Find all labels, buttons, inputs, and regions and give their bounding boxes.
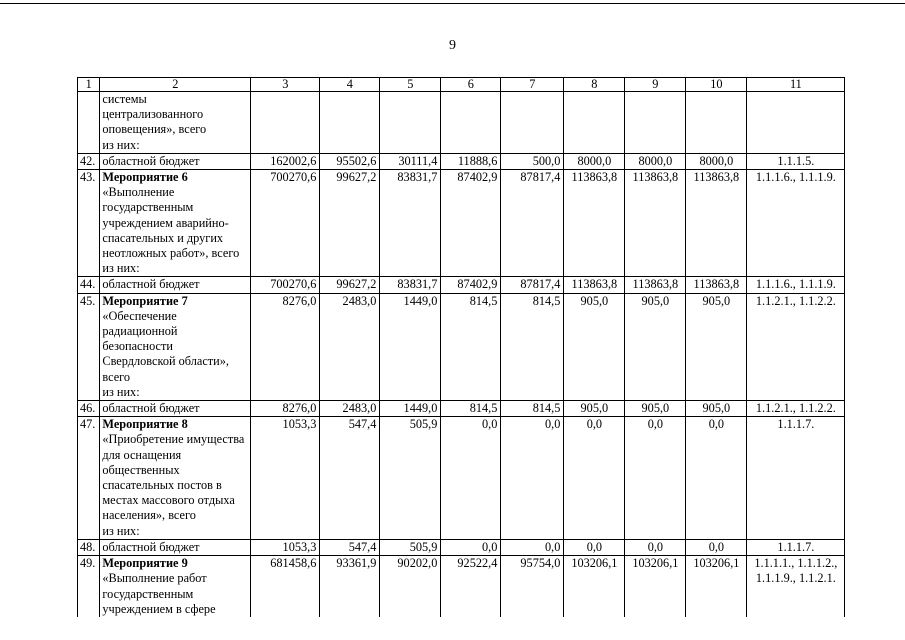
row-name-cell [100,277,251,293]
table-row [78,277,845,293]
value-cell: 113863,8 [564,170,625,277]
value-cell: 0,0 [564,417,625,540]
value-cell: 103206,1 [686,556,747,617]
value-cell: 8276,0 [251,293,320,400]
header-cell: 3 [251,78,320,92]
value-cell: 905,0 [564,293,625,400]
budget-table [77,77,845,617]
value-cell: 30111,4 [380,153,441,169]
measure-title: Мероприятие 7 [102,293,188,308]
row-name-line: «Приобретение имущества [102,432,245,447]
value-cell: 2483,0 [320,401,380,417]
value-cell: 113863,8 [564,277,625,293]
value-cell: 814,5 [441,401,501,417]
value-cell: 11888,6 [441,153,501,169]
measure-title: Мероприятие 6 [102,170,188,185]
value-cell: 0,0 [686,417,747,540]
row-name-line: местах массового отдыха [102,493,235,508]
value-cell: 547,4 [320,539,380,555]
value-cell: 92522,4 [441,556,501,617]
row-name-line: из них: [102,137,140,152]
table-row [78,401,845,417]
row-name-line: учреждением аварийно- [102,215,229,230]
row-name-line: из них: [102,261,140,276]
value-cell: 90202,0 [380,556,441,617]
value-cell: 0,0 [441,539,501,555]
value-cell: 0,0 [686,539,747,555]
value-cell: 87817,4 [501,277,564,293]
row-name-line: централизованного [102,107,204,122]
table-row [78,92,845,154]
value-cell [441,92,501,154]
reference-cell: 1.1.1.7. [747,539,845,555]
scan-edge-line [0,3,905,4]
value-cell: 500,0 [501,153,564,169]
table-row [78,293,845,400]
header-cell: 10 [686,78,747,92]
value-cell [320,92,380,154]
value-cell: 113863,8 [686,170,747,277]
reference-cell [747,92,845,154]
value-cell [564,92,625,154]
table-header-row [78,78,845,92]
row-name-line: областной бюджет [102,401,200,416]
value-cell [380,92,441,154]
value-cell: 87402,9 [441,170,501,277]
reference-cell: 1.1.2.1., 1.1.2.2. [747,293,845,400]
value-cell: 547,4 [320,417,380,540]
measure-title: Мероприятие 9 [102,556,188,571]
header-cell: 4 [320,78,380,92]
row-name-line: из них: [102,523,140,538]
value-cell: 905,0 [686,293,747,400]
value-cell: 8000,0 [686,153,747,169]
value-cell: 87402,9 [441,277,501,293]
row-name-line: областной бюджет [102,539,200,554]
row-name-cell [100,401,251,417]
row-number-cell: 44. [78,277,100,293]
value-cell: 8000,0 [564,153,625,169]
row-number-cell: 48. [78,539,100,555]
row-name-line: «Выполнение [102,185,175,200]
row-number-cell: 45. [78,293,100,400]
row-name-line: областной бюджет [102,153,200,168]
row-name-line: неотложных работ», всего [102,246,240,261]
header-cell: 9 [625,78,686,92]
value-cell: 1053,3 [251,539,320,555]
value-cell: 905,0 [564,401,625,417]
reference-cell: 1.1.1.7. [747,417,845,540]
row-name-line: государственным [102,586,194,601]
value-cell: 814,5 [501,293,564,400]
reference-cell: 1.1.1.1., 1.1.1.2., 1.1.1.9., 1.1.2.1. [747,556,845,617]
value-cell: 905,0 [625,293,686,400]
row-name-line: радиационной [102,324,178,339]
value-cell: 0,0 [441,417,501,540]
measure-title: Мероприятие 8 [102,417,188,432]
value-cell: 87817,4 [501,170,564,277]
row-name-line: Свердловской области», [102,354,229,369]
row-name-line: системы [102,92,147,106]
row-name-cell [100,556,251,617]
row-name-line: областной бюджет [102,277,200,292]
header-cell: 8 [564,78,625,92]
value-cell: 905,0 [686,401,747,417]
value-cell: 0,0 [564,539,625,555]
value-cell: 113863,8 [686,277,747,293]
value-cell: 162002,6 [251,153,320,169]
value-cell: 83831,7 [380,277,441,293]
value-cell: 95502,6 [320,153,380,169]
row-name-line: всего [102,369,131,384]
value-cell: 814,5 [501,401,564,417]
row-name-cell [100,539,251,555]
value-cell: 2483,0 [320,293,380,400]
value-cell: 83831,7 [380,170,441,277]
value-cell: 0,0 [501,539,564,555]
value-cell [251,92,320,154]
row-name-line: спасательных постов в [102,478,222,493]
value-cell: 99627,2 [320,277,380,293]
row-name-line: государственным [102,200,194,215]
value-cell: 505,9 [380,539,441,555]
value-cell: 1053,3 [251,417,320,540]
value-cell [686,92,747,154]
value-cell: 113863,8 [625,170,686,277]
row-name-cell [100,417,251,540]
row-name-cell [100,293,251,400]
header-cell: 2 [100,78,251,92]
value-cell: 113863,8 [625,277,686,293]
value-cell: 0,0 [625,539,686,555]
table-row [78,417,845,540]
header-cell: 1 [78,78,100,92]
header-cell: 6 [441,78,501,92]
row-name-cell [100,153,251,169]
table-row [78,539,845,555]
row-name-cell [100,170,251,277]
page-number: 9 [449,38,456,53]
row-name-line: «Выполнение работ [102,571,207,586]
value-cell: 505,9 [380,417,441,540]
value-cell: 95754,0 [501,556,564,617]
reference-cell: 1.1.1.6., 1.1.1.9. [747,170,845,277]
row-name-line: учреждением в сфере [102,601,216,616]
table-row [78,170,845,277]
value-cell: 93361,9 [320,556,380,617]
row-number-cell: 43. [78,170,100,277]
row-number-cell: 46. [78,401,100,417]
row-name-line: общественных [102,462,180,477]
value-cell: 700270,6 [251,277,320,293]
value-cell [501,92,564,154]
value-cell: 0,0 [501,417,564,540]
value-cell: 103206,1 [625,556,686,617]
row-name-line: безопасности [102,339,173,354]
row-name-line: из них: [102,384,140,399]
row-number-cell: 49. [78,556,100,617]
value-cell: 1449,0 [380,401,441,417]
row-name-line: «Обеспечение [102,308,177,323]
row-name-cell [100,92,251,154]
value-cell [625,92,686,154]
header-cell: 7 [501,78,564,92]
value-cell: 99627,2 [320,170,380,277]
table-row [78,556,845,617]
reference-cell: 1.1.1.5. [747,153,845,169]
value-cell: 8000,0 [625,153,686,169]
row-name-line: спасательных и других [102,230,224,245]
value-cell: 1449,0 [380,293,441,400]
value-cell: 814,5 [441,293,501,400]
row-number-cell: 47. [78,417,100,540]
table-body [78,78,845,617]
value-cell: 905,0 [625,401,686,417]
row-number-cell: 42. [78,153,100,169]
value-cell: 681458,6 [251,556,320,617]
row-name-line: населения», всего [102,508,196,523]
value-cell: 103206,1 [564,556,625,617]
header-cell: 5 [380,78,441,92]
reference-cell: 1.1.2.1., 1.1.2.2. [747,401,845,417]
value-cell: 700270,6 [251,170,320,277]
value-cell: 8276,0 [251,401,320,417]
header-cell: 11 [747,78,845,92]
row-name-line: оповещения», всего [102,122,207,137]
row-number-cell [78,92,100,154]
reference-cell: 1.1.1.6., 1.1.1.9. [747,277,845,293]
value-cell: 0,0 [625,417,686,540]
table-row [78,153,845,169]
row-name-line: для оснащения [102,447,182,462]
